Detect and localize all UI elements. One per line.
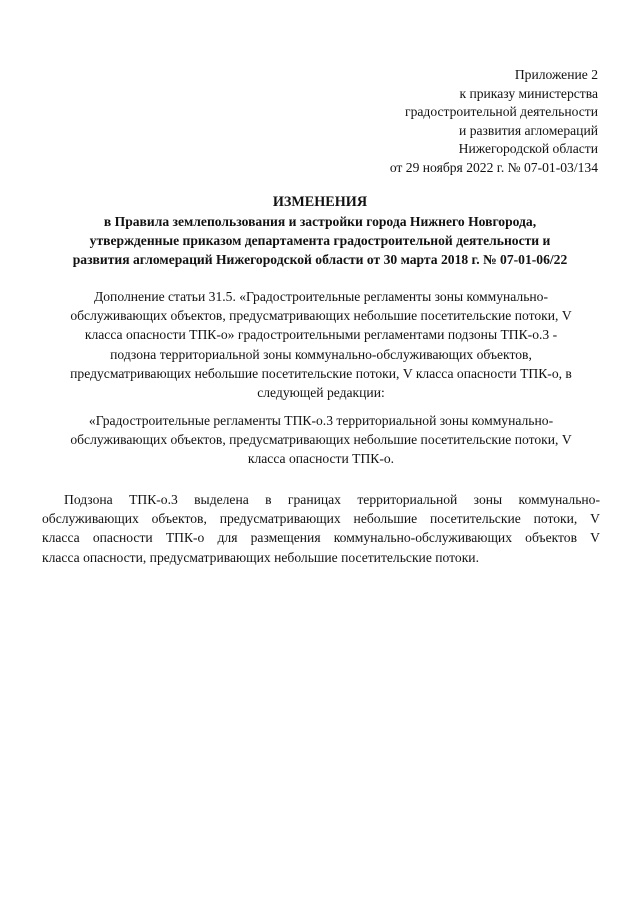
paragraph-line: Подзона ТПК-о.3 выделена в границах территориальной зоны коммунально- — [64, 492, 600, 507]
subtitle-line: в Правила землепользования и застройки города Нижнего Новгорода, — [103, 214, 537, 229]
paragraph-line: обслуживающих объектов, предусматривающих небольшие посетительские потоки, V — [70, 308, 572, 324]
document-title: ИЗМЕНЕНИЯ — [272, 194, 368, 210]
paragraph-line: класса опасности ТПК-о» градостроительными регламентами подзоны ТПК-о.3 - — [84, 327, 558, 343]
paragraph-line: подзона территориальной зоны коммунально-обслуживающих объектов, — [110, 346, 532, 362]
paragraph-subzone-description — [42, 490, 600, 567]
paragraph-line: «Градостроительные регламенты ТПК-о.3 территориальной зоны коммунально- — [88, 413, 554, 428]
appendix-line: от 29 ноября 2022 г. № 07-01-03/134 — [389, 159, 598, 175]
appendix-header — [390, 66, 598, 178]
document-subtitle — [40, 212, 600, 270]
subtitle-line: утвержденные приказом департамента градостроительной деятельности и — [89, 233, 551, 249]
appendix-line: градостроительной деятельности — [405, 104, 598, 120]
paragraph-line: класса опасности ТПК-о. — [247, 451, 395, 467]
paragraph-line: обслуживающих объектов, предусматривающих небольшие посетительские потоки, V — [70, 432, 572, 448]
paragraph-line: класса опасности, предусматривающих небольшие посетительские потоки. — [42, 549, 479, 565]
paragraph-regulations-heading — [42, 411, 600, 469]
paragraph-line: класса опасности ТПК-о для размещения коммунально-обслуживающих объектов V — [42, 530, 600, 546]
appendix-line: Нижегородской области — [458, 141, 598, 157]
paragraph-line: обслуживающих объектов, предусматривающих небольшие посетительские потоки, V — [42, 511, 600, 527]
appendix-line: и развития агломераций — [459, 122, 598, 138]
paragraph-line: Дополнение статьи 31.5. «Градостроительные регламенты зоны коммунально- — [93, 289, 548, 304]
appendix-line: Приложение 2 — [514, 67, 598, 82]
subtitle-line: развития агломераций Нижегородской области от 30 марта 2018 г. № 07-01-06/22 — [72, 252, 568, 268]
paragraph-line: предусматривающих небольшие посетительские потоки, V класса опасности ТПК-о, в — [70, 365, 572, 381]
paragraph-line: следующей редакции: — [257, 385, 385, 401]
appendix-line: к приказу министерства — [459, 85, 598, 101]
paragraph-addition — [42, 287, 600, 402]
